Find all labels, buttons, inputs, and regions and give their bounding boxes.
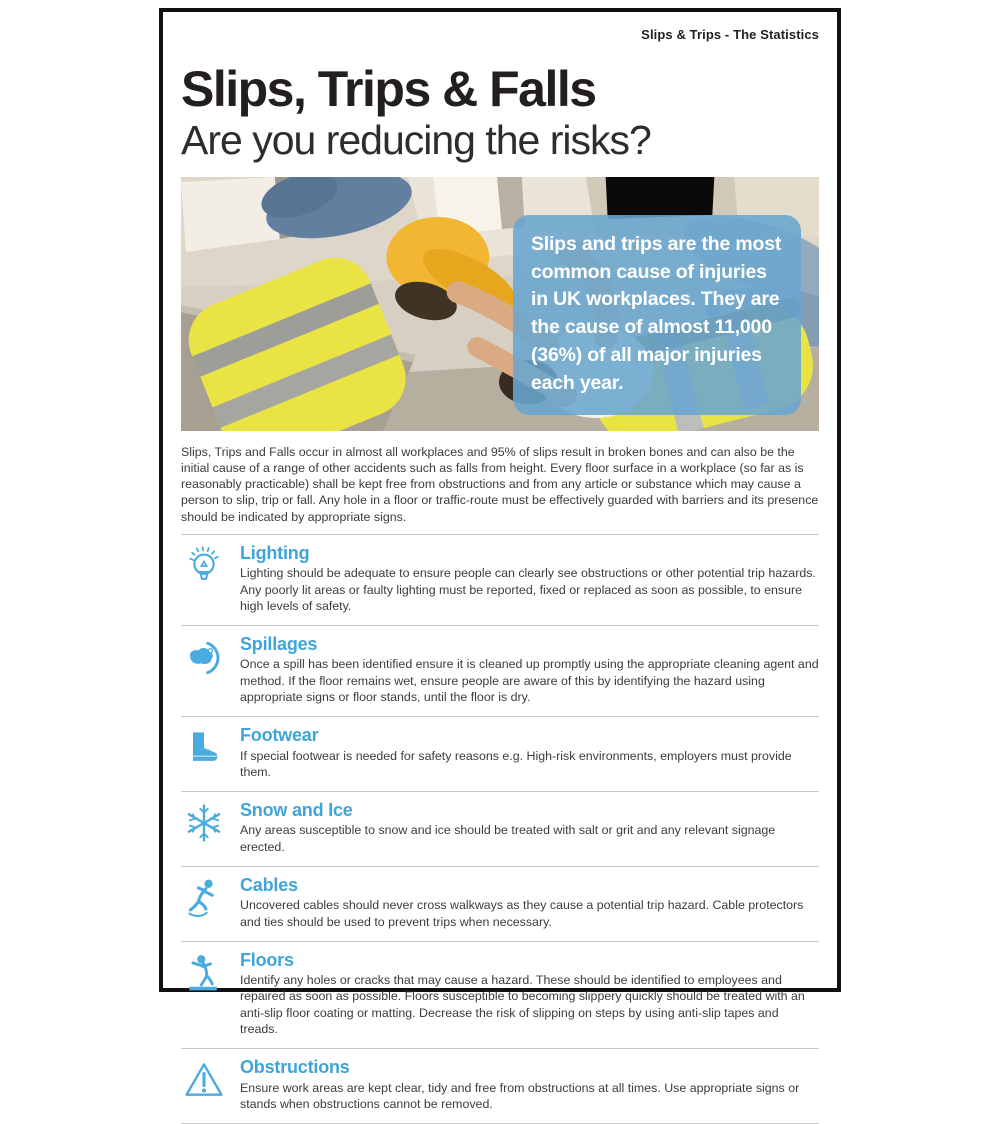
section-title: Floors bbox=[240, 950, 819, 971]
intro-paragraph: Slips, Trips and Falls occur in almost all workplaces and 95% of slips result in broken bones and can also be the initial cause of a range of other accidents such as falls from height. Every floor surface in a workplace (so far as is reasonably practicable) shall be kept free from obstructions and from any article or substance which may cause a person to slip, trip or fall. Any hole in a floor or traffic-route must be effectively guarded with barriers and its presence should be indicated by appropriate signs. bbox=[181, 444, 819, 525]
section-title: Obstructions bbox=[240, 1057, 819, 1078]
poster-title: Slips, Trips & Falls bbox=[181, 64, 819, 114]
statistics-callout-text: Slips and trips are the most common cause of injuries in UK workplaces. They are the cause of almost 11,000 (36%) of all major injuries each year. bbox=[531, 231, 783, 397]
section-title: Spillages bbox=[240, 634, 819, 655]
safety-poster bbox=[159, 8, 841, 992]
section-text: Any areas susceptible to snow and ice should be treated with salt or grit and any relevant signage erected. bbox=[240, 822, 819, 854]
hazard-section bbox=[181, 1049, 819, 1114]
warning-triangle-icon bbox=[181, 1057, 227, 1103]
section-text: Once a spill has been identified ensure it is cleaned up promptly using the appropriate cleaning agent and method. If the floor remains wet, ensure people are aware of this by identifying the hazard using appropriate signs or floor stands, until the floor is dry. bbox=[240, 656, 819, 704]
hazard-section bbox=[181, 626, 819, 707]
poster-header: Slips & Trips - The Statistics bbox=[181, 12, 819, 42]
hazard-section bbox=[181, 792, 819, 857]
section-text: Identify any holes or cracks that may cause a hazard. These should be identified to employees and repaired as soon as possible. Floors susceptible to becoming slippery quickly should be treated with an anti-slip floor coating or matting. Decrease the risk of slipping on steps by using anti-slip tapes and treads. bbox=[240, 972, 819, 1037]
snowflake-icon bbox=[181, 800, 227, 846]
boot-icon bbox=[181, 725, 227, 771]
spill-icon bbox=[181, 634, 227, 680]
hazard-section bbox=[181, 867, 819, 932]
workplace-accident-photo bbox=[181, 177, 819, 431]
tripping-person-icon bbox=[181, 875, 227, 921]
hazard-section bbox=[181, 535, 819, 616]
hazard-section bbox=[181, 942, 819, 1039]
sections bbox=[181, 535, 819, 1124]
statistics-callout bbox=[513, 215, 801, 415]
poster-subtitle: Are you reducing the risks? bbox=[181, 118, 819, 163]
section-title: Footwear bbox=[240, 725, 819, 746]
section-text: If special footwear is needed for safety reasons e.g. High-risk environments, employers must provide them. bbox=[240, 748, 819, 780]
section-text: Ensure work areas are kept clear, tidy and free from obstructions at all times. Use appropriate signs or stands when obstructions cannot be removed. bbox=[240, 1080, 819, 1112]
hazard-section bbox=[181, 717, 819, 782]
section-title: Cables bbox=[240, 875, 819, 896]
slipping-person-icon bbox=[181, 950, 227, 996]
lightbulb-icon bbox=[181, 543, 227, 589]
section-text: Lighting should be adequate to ensure people can clearly see obstructions or other potential trip hazards. Any poorly lit areas or faulty lighting must be reported, fixed or replaced as soon as possible, to ensure high levels of safety. bbox=[240, 565, 819, 613]
section-title: Lighting bbox=[240, 543, 819, 564]
section-text: Uncovered cables should never cross walkways as they cause a potential trip hazard. Cable protectors and ties should be used to prevent trips when necessary. bbox=[240, 897, 819, 929]
section-title: Snow and Ice bbox=[240, 800, 819, 821]
